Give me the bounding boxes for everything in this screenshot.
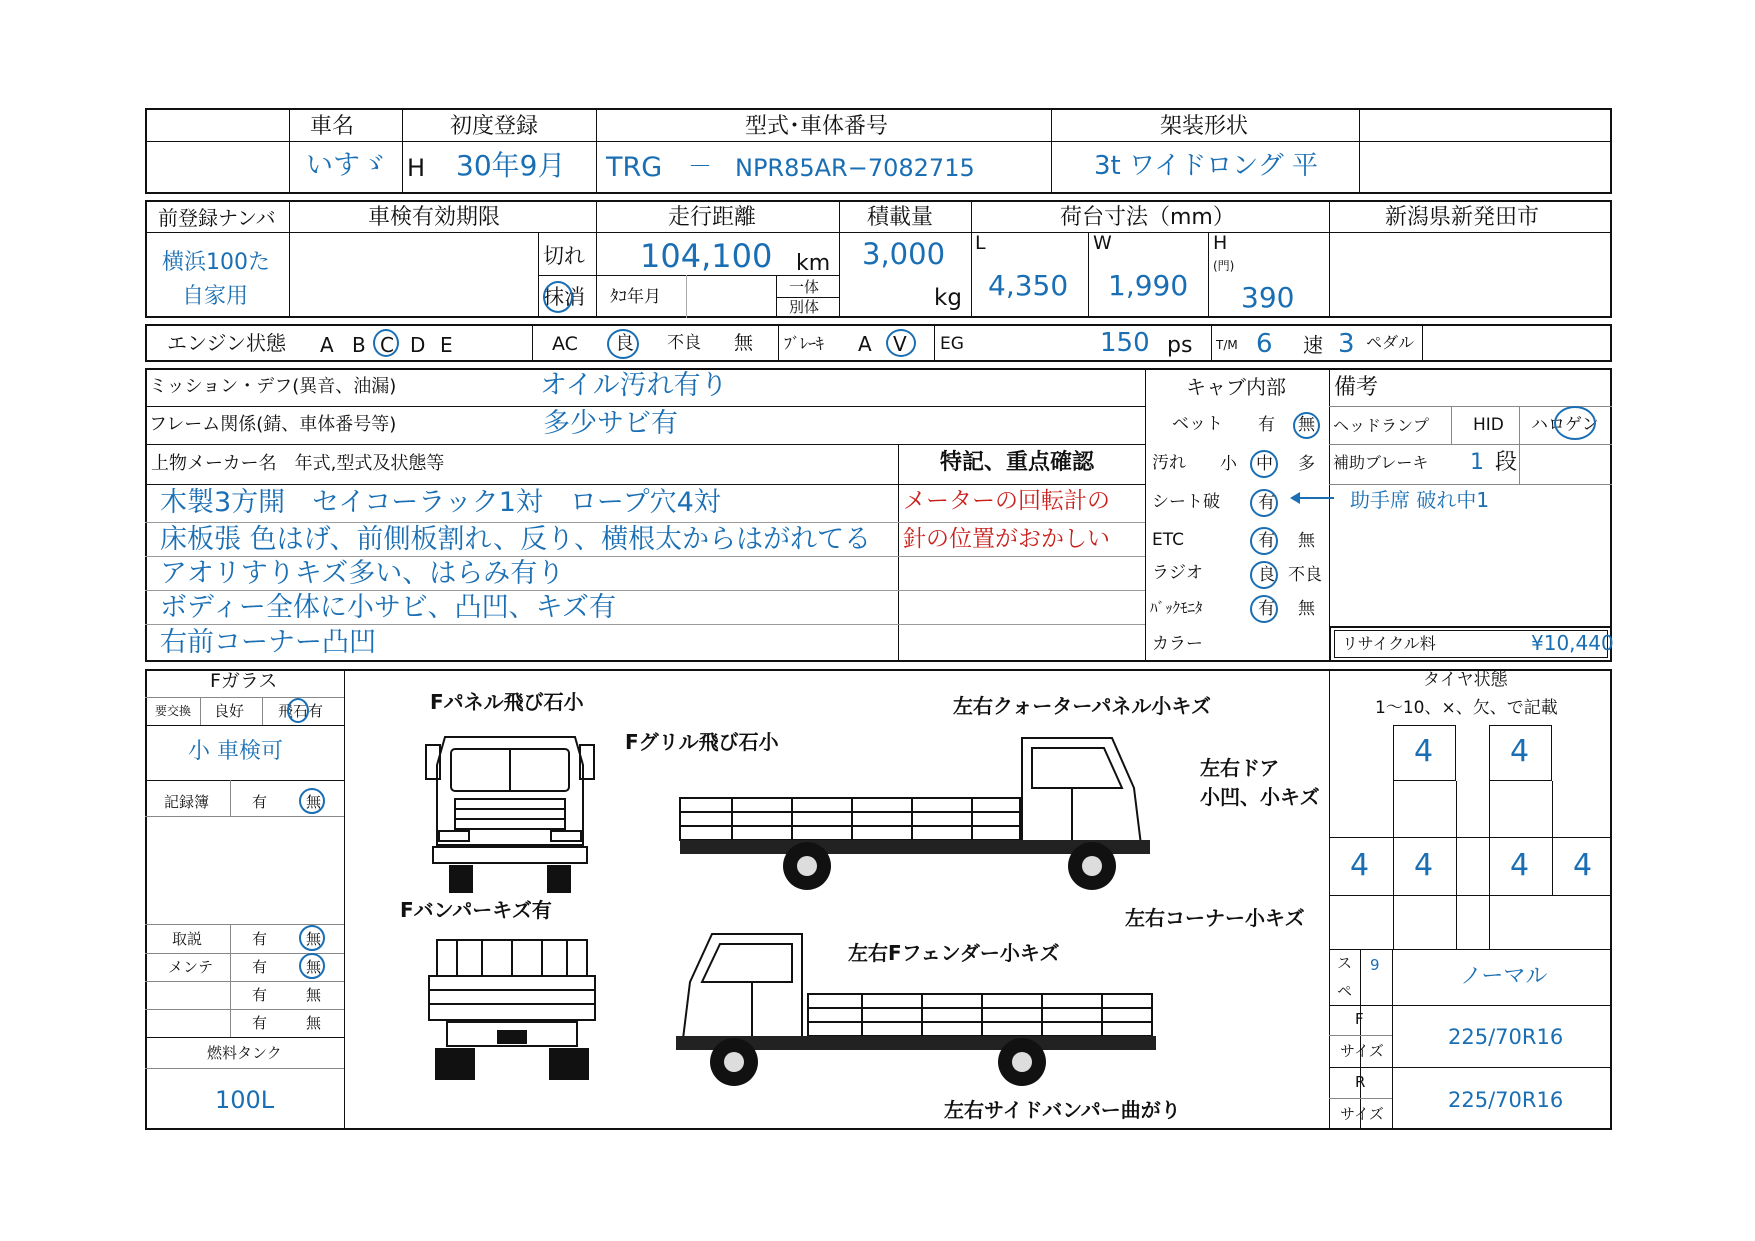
gridline bbox=[145, 624, 1145, 625]
inspection-cancelled: 抹消 bbox=[543, 285, 585, 309]
divider bbox=[1393, 781, 1394, 837]
divider bbox=[1422, 324, 1423, 362]
maker-value: いすゞ bbox=[306, 150, 387, 181]
truck-front-view bbox=[425, 725, 595, 895]
cab-seat-label: シート破 bbox=[1152, 492, 1220, 512]
divider bbox=[1456, 781, 1457, 837]
divider bbox=[1552, 781, 1553, 837]
body-type-value: 3t ワイドロング 平 bbox=[1094, 151, 1318, 181]
eg-label: EG bbox=[940, 334, 964, 354]
records-yes: 有 bbox=[252, 793, 268, 811]
cab-dirt-small: 小 bbox=[1220, 454, 1237, 474]
tire-rear-3: 4 bbox=[1510, 848, 1530, 883]
divider bbox=[1360, 949, 1361, 1130]
maint-no: 無 bbox=[306, 958, 322, 976]
divider bbox=[934, 324, 935, 362]
inspection-expired: 切れ bbox=[543, 244, 585, 268]
aux-brake-unit: 段 bbox=[1495, 450, 1518, 475]
brake-label: ﾌﾞﾚｰｷ bbox=[784, 334, 825, 353]
special-note-1: メーターの回転計の bbox=[903, 488, 1110, 514]
divider bbox=[1329, 1098, 1392, 1099]
selected-circle bbox=[543, 281, 573, 313]
divider bbox=[230, 780, 231, 816]
selected-circle bbox=[373, 329, 399, 357]
divider bbox=[898, 444, 899, 662]
engine-label: エンジン状態 bbox=[167, 331, 286, 355]
selected-circle bbox=[1250, 595, 1278, 623]
divider bbox=[1329, 895, 1612, 896]
fglass-label: Fガラス bbox=[210, 670, 278, 692]
divider bbox=[1329, 669, 1330, 1130]
headlamp-label: ヘッドランプ bbox=[1333, 416, 1430, 435]
divider bbox=[778, 324, 779, 362]
glass-replace: 要交換 bbox=[155, 704, 192, 718]
rear-tire-size: 225/70R16 bbox=[1448, 1088, 1564, 1112]
divider bbox=[1329, 444, 1612, 445]
model-prefix: TRG bbox=[606, 152, 663, 183]
tire-front-left: 4 bbox=[1414, 734, 1434, 769]
cab-backmon-no: 無 bbox=[1298, 599, 1315, 619]
divider bbox=[596, 108, 597, 194]
location-value: 新潟県新発田市 bbox=[1385, 205, 1540, 230]
divider bbox=[145, 484, 1145, 485]
ittai-label: 一体 bbox=[789, 278, 820, 296]
km-unit: km bbox=[796, 251, 831, 276]
gridline bbox=[145, 522, 1145, 523]
cab-backmon-yes: 有 bbox=[1258, 599, 1275, 619]
bed-L-value: 4,350 bbox=[988, 269, 1069, 302]
model-label: 型式･車体番号 bbox=[745, 114, 889, 139]
grade-C: C bbox=[380, 333, 394, 357]
grade-D: D bbox=[410, 333, 426, 357]
ac-none: 無 bbox=[734, 332, 754, 354]
glass-good: 良好 bbox=[214, 702, 245, 720]
gridline bbox=[145, 590, 1145, 591]
divider bbox=[1051, 108, 1052, 194]
front-size-sub: サイズ bbox=[1340, 1042, 1384, 1060]
divider bbox=[145, 1037, 344, 1038]
divider bbox=[1329, 837, 1612, 838]
divider bbox=[289, 108, 290, 194]
tm-label: T/M bbox=[1216, 338, 1238, 352]
front-size-label: F bbox=[1355, 1010, 1364, 1028]
divider bbox=[596, 200, 597, 318]
hid-label: HID bbox=[1473, 415, 1504, 435]
frame-label: フレーム関係(錆、車体番号等) bbox=[149, 414, 397, 435]
divider bbox=[344, 669, 345, 1130]
speed-label: 速 bbox=[1303, 333, 1323, 357]
divider bbox=[971, 200, 972, 318]
grade-A: A bbox=[320, 333, 334, 357]
truck-side-view-right bbox=[672, 728, 1152, 898]
selected-circle bbox=[1293, 412, 1320, 439]
note-corner: 左右コーナー小キズ bbox=[1125, 906, 1305, 930]
tire-rear-4: 4 bbox=[1573, 848, 1593, 883]
tire-rear-2: 4 bbox=[1414, 848, 1434, 883]
frame-value: 多少サビ有 bbox=[543, 408, 678, 439]
mileage-value: 104,100 bbox=[640, 237, 773, 275]
ac-label: AC bbox=[552, 333, 578, 355]
cab-radio-good: 良 bbox=[1258, 565, 1275, 585]
note-fpanel: Fパネル飛び石小 bbox=[430, 690, 584, 714]
era-value: H bbox=[407, 154, 426, 182]
cab-seat-yes: 有 bbox=[1258, 493, 1275, 513]
maint-yes: 有 bbox=[252, 958, 268, 976]
load-value: 3,000 bbox=[862, 237, 946, 271]
divider bbox=[1359, 108, 1360, 194]
cab-dirt-many: 多 bbox=[1298, 454, 1315, 474]
brake-A: A bbox=[858, 332, 872, 356]
divider bbox=[289, 200, 290, 318]
body-note-4: ボディー全体に小サビ、凸凹、キズ有 bbox=[160, 592, 617, 623]
selected-circle bbox=[287, 698, 309, 723]
divider bbox=[686, 275, 687, 318]
divider bbox=[200, 697, 201, 725]
body-note-3: アオリすりキズ多い、はらみ有り bbox=[160, 558, 565, 589]
body-maker-label: 上物メーカー名 年式,型式及状態等 bbox=[151, 453, 445, 474]
divider bbox=[1489, 837, 1490, 949]
extra2-no: 無 bbox=[306, 1014, 322, 1032]
divider bbox=[1456, 837, 1457, 949]
first-reg-value: 30年9月 bbox=[456, 149, 566, 182]
divider bbox=[145, 780, 344, 781]
notes-title: 備考 bbox=[1334, 375, 1379, 400]
spare-value: 9 bbox=[1370, 956, 1380, 974]
truck-rear-view bbox=[427, 930, 597, 1090]
selected-circle bbox=[299, 788, 325, 814]
manual-label: 取説 bbox=[172, 930, 203, 948]
model-dash: － bbox=[688, 152, 712, 180]
special-label: 特記、重点確認 bbox=[940, 450, 1095, 475]
cab-title: キャブ内部 bbox=[1186, 375, 1286, 399]
kg-unit: kg bbox=[934, 285, 962, 311]
divider bbox=[145, 406, 1145, 407]
bed-size-label: 荷台寸法（mm） bbox=[1060, 205, 1235, 230]
car-name-label: 車名 bbox=[310, 114, 355, 139]
rear-size-label: R bbox=[1355, 1073, 1366, 1091]
cab-dirt-label: 汚れ bbox=[1152, 453, 1186, 473]
divider bbox=[1552, 837, 1553, 895]
mileage-label: 走行距離 bbox=[668, 205, 757, 230]
tire-subtitle: 1〜10、×、欠、で記載 bbox=[1375, 698, 1558, 718]
note-ffender: 左右Fフェンダー小キズ bbox=[848, 941, 1060, 965]
cab-radio-label: ラジオ bbox=[1152, 563, 1203, 583]
eg-value: 150 bbox=[1100, 328, 1150, 358]
extra1-yes: 有 bbox=[252, 986, 268, 1004]
note-quarter-panel: 左右クォーターパネル小キズ bbox=[953, 694, 1211, 718]
cab-bed-no: 無 bbox=[1298, 415, 1315, 435]
cab-backmon-label: ﾊﾞｯｸﾓﾆﾀ bbox=[1150, 599, 1203, 617]
divider bbox=[1211, 324, 1212, 362]
spare-label-1: ス bbox=[1337, 954, 1353, 972]
divider bbox=[145, 1009, 344, 1010]
cab-bed-yes: 有 bbox=[1258, 415, 1275, 435]
divider bbox=[145, 981, 344, 982]
divider bbox=[839, 200, 840, 318]
first-reg-label: 初度登録 bbox=[450, 114, 539, 139]
divider bbox=[145, 725, 344, 726]
prev-plate-label: 前登録ナンバ bbox=[158, 206, 276, 230]
grade-E: E bbox=[440, 333, 453, 357]
cab-color-label: カラー bbox=[1152, 634, 1203, 654]
spare-type: ノーマル bbox=[1460, 964, 1548, 989]
cab-etc-label: ETC bbox=[1152, 530, 1184, 550]
divider bbox=[1145, 368, 1146, 662]
divider bbox=[145, 816, 344, 817]
note-fbumper: Fバンパーキズ有 bbox=[400, 898, 552, 922]
selected-circle bbox=[1554, 406, 1596, 440]
cab-etc-no: 無 bbox=[1298, 531, 1315, 551]
load-label: 積載量 bbox=[867, 205, 934, 230]
cab-bed-label: ベット bbox=[1172, 414, 1223, 434]
aux-brake-value: 1 bbox=[1470, 450, 1484, 475]
glass-chip: 飛石有 bbox=[278, 702, 324, 720]
selected-circle bbox=[886, 329, 916, 357]
special-note-2: 針の位置がおかしい bbox=[903, 526, 1110, 552]
divider bbox=[1519, 406, 1520, 484]
vin-value: NPR85AR−7082715 bbox=[735, 154, 975, 182]
divider bbox=[1451, 406, 1452, 444]
divider bbox=[230, 924, 231, 1037]
spare-label-2: ペ bbox=[1337, 982, 1353, 1000]
selected-circle bbox=[299, 953, 325, 979]
divider bbox=[1392, 949, 1393, 1130]
body-note-1: 木製3方開 セイコーラック1対 ロープ穴4対 bbox=[160, 487, 721, 518]
mission-label: ミッション・デフ(異音、油漏) bbox=[149, 376, 397, 397]
grade-B: B bbox=[352, 333, 366, 357]
bed-W-value: 1,990 bbox=[1108, 269, 1189, 302]
mission-value: オイル汚れ有り bbox=[540, 370, 728, 401]
cab-radio-bad: 不良 bbox=[1288, 565, 1322, 585]
divider bbox=[1329, 1035, 1392, 1036]
divider bbox=[1489, 781, 1490, 837]
divider bbox=[145, 232, 1612, 233]
ac-bad: 不良 bbox=[667, 333, 701, 353]
divider bbox=[262, 697, 263, 725]
note-door-1: 左右ドア bbox=[1200, 756, 1280, 780]
divider bbox=[1208, 232, 1209, 318]
divider bbox=[145, 141, 1612, 142]
truck-side-view-left bbox=[672, 922, 1172, 1092]
note-door-2: 小凹、小キズ bbox=[1200, 785, 1320, 809]
manual-yes: 有 bbox=[252, 930, 268, 948]
fuel-value: 100L bbox=[215, 1086, 275, 1114]
tacho-label: ﾀｺ年月 bbox=[610, 287, 661, 307]
brake-V: V bbox=[893, 332, 907, 356]
fuel-label: 燃料タンク bbox=[207, 1044, 282, 1062]
divider bbox=[145, 697, 344, 698]
divider bbox=[1329, 200, 1330, 318]
recycle-label: リサイクル料 bbox=[1342, 634, 1436, 653]
tire-title: タイヤ状態 bbox=[1423, 670, 1508, 690]
records-label: 記録簿 bbox=[164, 793, 210, 811]
selected-circle bbox=[1250, 561, 1278, 589]
bed-H-value: 390 bbox=[1241, 281, 1295, 314]
selected-circle bbox=[607, 329, 639, 359]
divider bbox=[145, 444, 1145, 445]
records-no: 無 bbox=[306, 793, 322, 811]
tire-front-right: 4 bbox=[1510, 734, 1530, 769]
divider bbox=[1329, 1067, 1612, 1068]
inspection-label: 車検有効期限 bbox=[368, 205, 501, 230]
bed-H-label: H bbox=[1213, 232, 1228, 254]
pedal-label: ペダル bbox=[1366, 333, 1415, 352]
glass-note: 小 車検可 bbox=[188, 739, 283, 764]
selected-circle bbox=[299, 925, 325, 951]
ac-good: 良 bbox=[615, 332, 635, 354]
note-fgrill: Fグリル飛び石小 bbox=[625, 730, 779, 754]
divider bbox=[1329, 368, 1330, 662]
recycle-value: ¥10,440 bbox=[1531, 631, 1614, 655]
body-type-label: 架装形状 bbox=[1160, 114, 1249, 139]
bed-H-sublabel: (門) bbox=[1213, 259, 1235, 273]
plate-number: 横浜100た bbox=[162, 250, 270, 275]
selected-circle bbox=[1250, 527, 1278, 555]
aux-brake-label: 補助ブレーキ bbox=[1333, 453, 1429, 472]
plate-usage: 自家用 bbox=[182, 284, 249, 309]
betsutai-label: 別体 bbox=[789, 298, 820, 316]
divider bbox=[402, 108, 403, 194]
halogen-label: ハロゲン bbox=[1531, 415, 1599, 435]
divider bbox=[538, 275, 839, 276]
divider bbox=[1088, 232, 1089, 318]
extra1-no: 無 bbox=[306, 986, 322, 1004]
pedal-value: 3 bbox=[1338, 329, 1355, 359]
manual-no: 無 bbox=[306, 930, 322, 948]
cab-dirt-mid: 中 bbox=[1256, 454, 1273, 474]
divider bbox=[532, 324, 533, 362]
divider bbox=[145, 1068, 344, 1069]
divider bbox=[1329, 484, 1612, 485]
extra2-yes: 有 bbox=[252, 1014, 268, 1032]
bed-W-label: W bbox=[1093, 232, 1112, 254]
divider bbox=[1329, 1005, 1612, 1006]
tm-value: 6 bbox=[1256, 329, 1273, 359]
tire-rear-1: 4 bbox=[1350, 848, 1370, 883]
arrow-left-icon bbox=[1290, 488, 1336, 508]
ps-unit: ps bbox=[1167, 333, 1193, 358]
front-tire-size: 225/70R16 bbox=[1448, 1025, 1564, 1049]
note-side-bumper: 左右サイドバンパー曲がり bbox=[944, 1098, 1181, 1122]
selected-circle bbox=[1250, 450, 1278, 478]
seat-note: 助手席 破れ中1 bbox=[1350, 488, 1490, 512]
body-note-5: 右前コーナー凸凹 bbox=[160, 627, 376, 658]
divider bbox=[1393, 837, 1394, 949]
cab-etc-yes: 有 bbox=[1258, 531, 1275, 551]
gridline bbox=[145, 556, 1145, 557]
bed-L-label: L bbox=[975, 232, 986, 254]
body-note-2: 床板張 色はげ、前側板割れ、反り、横根太からはがれてる bbox=[160, 524, 872, 555]
rear-size-sub: サイズ bbox=[1340, 1105, 1384, 1123]
divider bbox=[1329, 949, 1612, 950]
maint-label: メンテ bbox=[168, 958, 214, 976]
selected-circle bbox=[1250, 489, 1278, 517]
